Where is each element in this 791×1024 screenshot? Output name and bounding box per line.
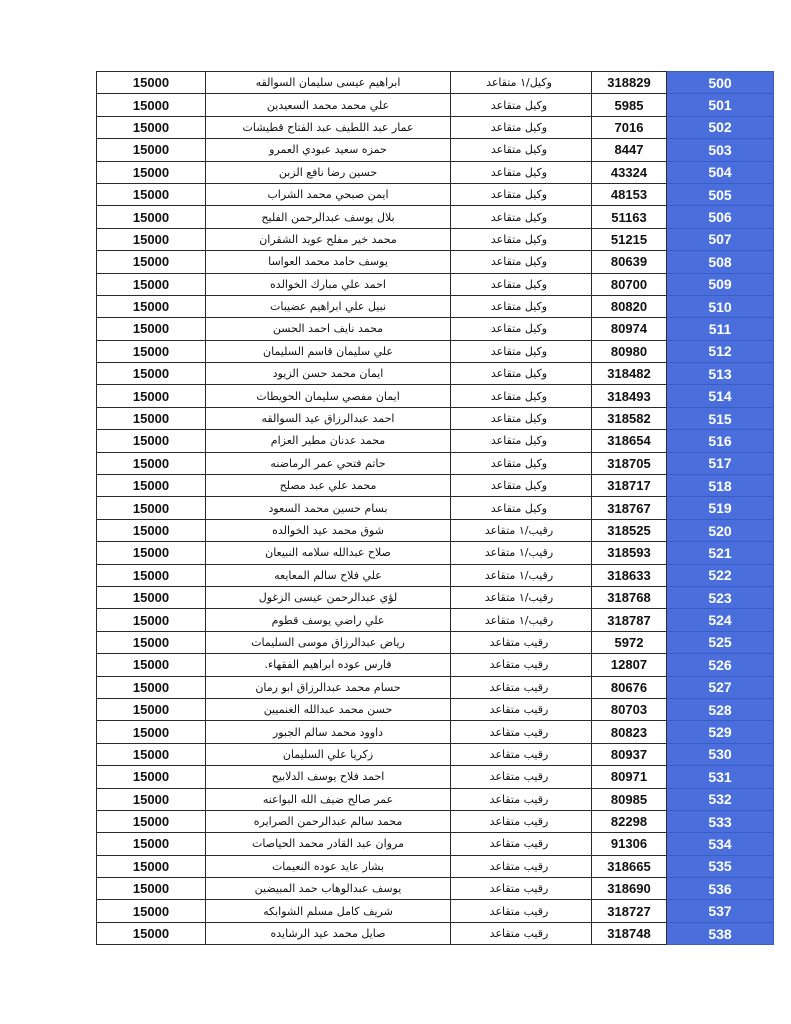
table-row (97, 206, 774, 228)
rank-cell: وكيل متقاعد (451, 407, 592, 429)
table-row (97, 855, 774, 877)
name-cell: مروان عبد القادر محمد الحياصات (206, 833, 451, 855)
military-number-cell: 8447 (592, 139, 667, 161)
amount-cell: 15000 (97, 475, 206, 497)
amount-cell: 15000 (97, 586, 206, 608)
name-cell: داوود محمد سالم الجبور (206, 721, 451, 743)
table-row (97, 698, 774, 720)
rank-cell: رقيب متقاعد (451, 631, 592, 653)
military-number-cell: 51163 (592, 206, 667, 228)
name-cell: بسام حسين محمد السعود (206, 497, 451, 519)
amount-cell: 15000 (97, 654, 206, 676)
military-number-cell: 318748 (592, 922, 667, 944)
military-number-cell: 80676 (592, 676, 667, 698)
sequence-number-cell: 538 (667, 922, 774, 944)
rank-cell: وكيل متقاعد (451, 318, 592, 340)
table-row (97, 743, 774, 765)
table-row (97, 251, 774, 273)
rank-cell: رقيب/١ متقاعد (451, 586, 592, 608)
military-number-cell: 318690 (592, 878, 667, 900)
table-row (97, 586, 774, 608)
sequence-number-cell: 531 (667, 766, 774, 788)
sequence-number-cell: 516 (667, 430, 774, 452)
amount-cell: 15000 (97, 878, 206, 900)
table-row (97, 340, 774, 362)
rank-cell: رقيب/١ متقاعد (451, 564, 592, 586)
sequence-number-cell: 519 (667, 497, 774, 519)
amount-cell: 15000 (97, 833, 206, 855)
amount-cell: 15000 (97, 519, 206, 541)
sequence-number-cell: 507 (667, 228, 774, 250)
rank-cell: وكيل متقاعد (451, 273, 592, 295)
table-row (97, 139, 774, 161)
rank-cell: وكيل متقاعد (451, 183, 592, 205)
amount-cell: 15000 (97, 116, 206, 138)
military-number-cell: 318493 (592, 385, 667, 407)
name-cell: زكريا علي السليمان (206, 743, 451, 765)
rank-cell: وكيل متقاعد (451, 430, 592, 452)
amount-cell: 15000 (97, 788, 206, 810)
name-cell: عمر صالح ضيف الله البواعنه (206, 788, 451, 810)
name-cell: ايمن صبحي محمد الشراب (206, 183, 451, 205)
military-number-cell: 43324 (592, 161, 667, 183)
name-cell: فارس عوده ابراهيم الفقهاء. (206, 654, 451, 676)
amount-cell: 15000 (97, 385, 206, 407)
table-row (97, 385, 774, 407)
records-table-body (97, 72, 774, 945)
military-number-cell: 318727 (592, 900, 667, 922)
name-cell: حسام محمد عبدالرزاق ابو رمان (206, 676, 451, 698)
amount-cell: 15000 (97, 161, 206, 183)
sequence-number-cell: 534 (667, 833, 774, 855)
amount-cell: 15000 (97, 273, 206, 295)
sequence-number-cell: 530 (667, 743, 774, 765)
amount-cell: 15000 (97, 295, 206, 317)
military-number-cell: 318525 (592, 519, 667, 541)
military-number-cell: 318593 (592, 542, 667, 564)
table-row (97, 72, 774, 94)
amount-cell: 15000 (97, 206, 206, 228)
sequence-number-cell: 504 (667, 161, 774, 183)
table-row (97, 878, 774, 900)
amount-cell: 15000 (97, 922, 206, 944)
sequence-number-cell: 502 (667, 116, 774, 138)
table-row (97, 631, 774, 653)
name-cell: علي فلاح سالم المعايعه (206, 564, 451, 586)
military-number-cell: 80700 (592, 273, 667, 295)
sequence-number-cell: 537 (667, 900, 774, 922)
name-cell: يوسف حامد محمد العواسا (206, 251, 451, 273)
rank-cell: رقيب متقاعد (451, 833, 592, 855)
name-cell: صلاح عبدالله سلامه النبيعان (206, 542, 451, 564)
rank-cell: وكيل متقاعد (451, 385, 592, 407)
rank-cell: رقيب متقاعد (451, 810, 592, 832)
name-cell: صايل محمد عيد الرشايده (206, 922, 451, 944)
rank-cell: وكيل متقاعد (451, 340, 592, 362)
amount-cell: 15000 (97, 251, 206, 273)
sequence-number-cell: 511 (667, 318, 774, 340)
rank-cell: رقيب متقاعد (451, 654, 592, 676)
name-cell: علي راضي يوسف قطوم (206, 609, 451, 631)
table-row (97, 407, 774, 429)
military-number-cell: 12807 (592, 654, 667, 676)
sequence-number-cell: 527 (667, 676, 774, 698)
military-number-cell: 80703 (592, 698, 667, 720)
sequence-number-cell: 521 (667, 542, 774, 564)
rank-cell: رقيب متقاعد (451, 878, 592, 900)
sequence-number-cell: 524 (667, 609, 774, 631)
name-cell: حمزه سعيد عبودي العمرو (206, 139, 451, 161)
table-row (97, 318, 774, 340)
name-cell: حاتم فتحي عمر الرماضنه (206, 452, 451, 474)
table-row (97, 788, 774, 810)
amount-cell: 15000 (97, 452, 206, 474)
table-row (97, 922, 774, 944)
table-row (97, 363, 774, 385)
table-row (97, 161, 774, 183)
amount-cell: 15000 (97, 855, 206, 877)
rank-cell: رقيب متقاعد (451, 788, 592, 810)
military-number-cell: 318717 (592, 475, 667, 497)
name-cell: محمد خير مفلح عويد الشقران (206, 228, 451, 250)
rank-cell: وكيل متقاعد (451, 475, 592, 497)
military-number-cell: 318633 (592, 564, 667, 586)
table-row (97, 228, 774, 250)
name-cell: حسن محمد عبدالله الغنميين (206, 698, 451, 720)
table-row (97, 430, 774, 452)
military-number-cell: 48153 (592, 183, 667, 205)
amount-cell: 15000 (97, 228, 206, 250)
sequence-number-cell: 529 (667, 721, 774, 743)
name-cell: محمد عدنان مطير العزام (206, 430, 451, 452)
military-number-cell: 80980 (592, 340, 667, 362)
military-number-cell: 51215 (592, 228, 667, 250)
military-number-cell: 91306 (592, 833, 667, 855)
name-cell: يوسف عبدالوهاب حمد المبيضين (206, 878, 451, 900)
sequence-number-cell: 520 (667, 519, 774, 541)
amount-cell: 15000 (97, 698, 206, 720)
sequence-number-cell: 508 (667, 251, 774, 273)
rank-cell: وكيل متقاعد (451, 206, 592, 228)
name-cell: بشار عايد عوده النعيمات (206, 855, 451, 877)
military-number-cell: 318705 (592, 452, 667, 474)
military-number-cell: 318582 (592, 407, 667, 429)
sequence-number-cell: 506 (667, 206, 774, 228)
table-row (97, 766, 774, 788)
sequence-number-cell: 525 (667, 631, 774, 653)
military-number-cell: 318482 (592, 363, 667, 385)
rank-cell: رقيب متقاعد (451, 698, 592, 720)
records-table (96, 71, 774, 945)
amount-cell: 15000 (97, 810, 206, 832)
rank-cell: وكيل متقاعد (451, 161, 592, 183)
name-cell: احمد علي مبارك الخوالده (206, 273, 451, 295)
military-number-cell: 80974 (592, 318, 667, 340)
name-cell: حسين رضا نافع الزبن (206, 161, 451, 183)
name-cell: عمار عبد اللطيف عبد الفتاح قطيشات (206, 116, 451, 138)
rank-cell: وكيل/١ متقاعد (451, 72, 592, 94)
amount-cell: 15000 (97, 363, 206, 385)
sequence-number-cell: 505 (667, 183, 774, 205)
table-row (97, 654, 774, 676)
table-row (97, 564, 774, 586)
amount-cell: 15000 (97, 542, 206, 564)
rank-cell: وكيل متقاعد (451, 363, 592, 385)
table-row (97, 609, 774, 631)
amount-cell: 15000 (97, 564, 206, 586)
table-row (97, 94, 774, 116)
sequence-number-cell: 512 (667, 340, 774, 362)
military-number-cell: 80937 (592, 743, 667, 765)
sequence-number-cell: 500 (667, 72, 774, 94)
amount-cell: 15000 (97, 318, 206, 340)
name-cell: نبيل علي ابراهيم عضيبات (206, 295, 451, 317)
amount-cell: 15000 (97, 183, 206, 205)
military-number-cell: 318654 (592, 430, 667, 452)
rank-cell: وكيل متقاعد (451, 452, 592, 474)
sequence-number-cell: 509 (667, 273, 774, 295)
name-cell: لؤي عبدالرحمن عيسى الزغول (206, 586, 451, 608)
sequence-number-cell: 535 (667, 855, 774, 877)
amount-cell: 15000 (97, 139, 206, 161)
rank-cell: رقيب متقاعد (451, 721, 592, 743)
rank-cell: رقيب متقاعد (451, 855, 592, 877)
sequence-number-cell: 514 (667, 385, 774, 407)
name-cell: ايمان مفصي سليمان الحويطات (206, 385, 451, 407)
rank-cell: وكيل متقاعد (451, 116, 592, 138)
sequence-number-cell: 501 (667, 94, 774, 116)
amount-cell: 15000 (97, 766, 206, 788)
amount-cell: 15000 (97, 676, 206, 698)
military-number-cell: 318768 (592, 586, 667, 608)
table-row (97, 273, 774, 295)
table-row (97, 542, 774, 564)
rank-cell: رقيب متقاعد (451, 900, 592, 922)
amount-cell: 15000 (97, 497, 206, 519)
military-number-cell: 5985 (592, 94, 667, 116)
table-row (97, 519, 774, 541)
rank-cell: رقيب متقاعد (451, 766, 592, 788)
military-number-cell: 7016 (592, 116, 667, 138)
rank-cell: رقيب متقاعد (451, 676, 592, 698)
amount-cell: 15000 (97, 94, 206, 116)
amount-cell: 15000 (97, 430, 206, 452)
military-number-cell: 318665 (592, 855, 667, 877)
amount-cell: 15000 (97, 407, 206, 429)
sequence-number-cell: 513 (667, 363, 774, 385)
rank-cell: وكيل متقاعد (451, 228, 592, 250)
table-row (97, 475, 774, 497)
amount-cell: 15000 (97, 631, 206, 653)
name-cell: علي سليمان قاسم السليمان (206, 340, 451, 362)
rank-cell: رقيب متقاعد (451, 922, 592, 944)
military-number-cell: 318767 (592, 497, 667, 519)
sequence-number-cell: 503 (667, 139, 774, 161)
name-cell: محمد نايف احمد الحسن (206, 318, 451, 340)
sequence-number-cell: 523 (667, 586, 774, 608)
table-row (97, 676, 774, 698)
table-row (97, 900, 774, 922)
name-cell: علي محمد محمد السعيدين (206, 94, 451, 116)
table-row (97, 116, 774, 138)
military-number-cell: 80985 (592, 788, 667, 810)
table-row (97, 833, 774, 855)
name-cell: محمد علي عبد مصلح (206, 475, 451, 497)
rank-cell: وكيل متقاعد (451, 94, 592, 116)
rank-cell: رقيب/١ متقاعد (451, 609, 592, 631)
sequence-number-cell: 517 (667, 452, 774, 474)
sequence-number-cell: 532 (667, 788, 774, 810)
amount-cell: 15000 (97, 743, 206, 765)
military-number-cell: 318829 (592, 72, 667, 94)
name-cell: ايمان محمد حسن الزيود (206, 363, 451, 385)
name-cell: محمد سالم عبدالرحمن الصرايره (206, 810, 451, 832)
military-number-cell: 318787 (592, 609, 667, 631)
rank-cell: وكيل متقاعد (451, 295, 592, 317)
amount-cell: 15000 (97, 900, 206, 922)
table-row (97, 721, 774, 743)
rank-cell: وكيل متقاعد (451, 251, 592, 273)
sequence-number-cell: 515 (667, 407, 774, 429)
name-cell: احمد فلاح يوسف الدلابيح (206, 766, 451, 788)
table-row (97, 810, 774, 832)
military-number-cell: 80971 (592, 766, 667, 788)
amount-cell: 15000 (97, 340, 206, 362)
sequence-number-cell: 528 (667, 698, 774, 720)
rank-cell: وكيل متقاعد (451, 139, 592, 161)
military-number-cell: 82298 (592, 810, 667, 832)
military-number-cell: 80639 (592, 251, 667, 273)
sequence-number-cell: 536 (667, 878, 774, 900)
name-cell: رياض عبدالرزاق موسى السليمات (206, 631, 451, 653)
amount-cell: 15000 (97, 721, 206, 743)
sequence-number-cell: 522 (667, 564, 774, 586)
sequence-number-cell: 533 (667, 810, 774, 832)
amount-cell: 15000 (97, 609, 206, 631)
military-number-cell: 80820 (592, 295, 667, 317)
amount-cell: 15000 (97, 72, 206, 94)
sequence-number-cell: 510 (667, 295, 774, 317)
rank-cell: رقيب/١ متقاعد (451, 542, 592, 564)
name-cell: شريف كامل مسلم الشوابكه (206, 900, 451, 922)
rank-cell: رقيب/١ متقاعد (451, 519, 592, 541)
sequence-number-cell: 518 (667, 475, 774, 497)
rank-cell: رقيب متقاعد (451, 743, 592, 765)
table-row (97, 183, 774, 205)
name-cell: شوق محمد عيد الخوالده (206, 519, 451, 541)
name-cell: بلال يوسف عبدالرحمن الفليح (206, 206, 451, 228)
table-row (97, 452, 774, 474)
table-row (97, 295, 774, 317)
name-cell: احمد عبدالرزاق عيد السوالقه (206, 407, 451, 429)
sequence-number-cell: 526 (667, 654, 774, 676)
military-number-cell: 80823 (592, 721, 667, 743)
rank-cell: وكيل متقاعد (451, 497, 592, 519)
military-number-cell: 5972 (592, 631, 667, 653)
table-row (97, 497, 774, 519)
name-cell: ابراهيم عيسى سليمان السوالقه (206, 72, 451, 94)
